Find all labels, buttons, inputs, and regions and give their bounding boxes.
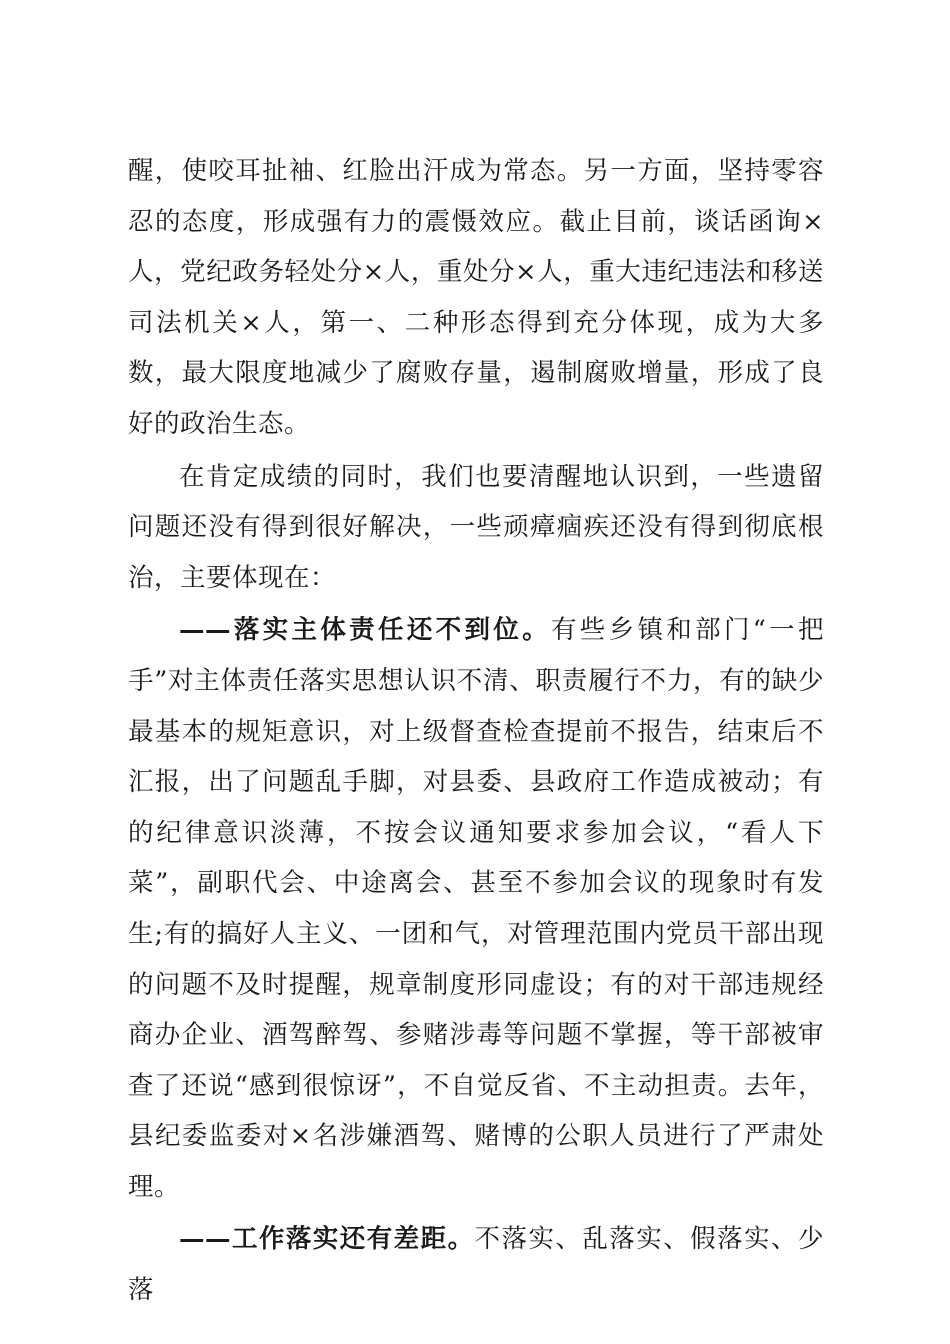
- paragraph-4-lead: ——工作落实还有差距。: [179, 1224, 475, 1255]
- paragraph-3: [128, 605, 824, 1212]
- paragraph-2: [128, 452, 824, 604]
- paragraph-1-text: 醒，使咬耳扯袖、红脸出汗成为常态。另一方面，坚持零容忍的态度，形成强有力的震慑效应。截止目前，谈话函询×人，党纪政务轻处分×人，重处分×人，重大违纪违法和移送司法机关×人，第一、二种形态得到充分体现，成为大多数，最大限度地减少了腐败存量，遏制腐败增量，形成了良好的政治生态。: [128, 156, 824, 439]
- paragraph-4: [128, 1214, 824, 1315]
- paragraph-3-text: 有些乡镇和部门“一把手”对主体责任落实思想认识不清、职责履行不力，有的缺少最基本的规矩意识，对上级督查检查提前不报告，结束后不汇报，出了问题乱手脚，对县委、县政府工作造成被动；有的纪律意识淡薄，不按会议通知要求参加会议，“看人下菜”，副职代会、中途离会、甚至不参加会议的现象时有发生;有的搞好人主义、一团和气，对管理范围内党员干部出现的问题不及时提醒，规章制度形同虚设；有的对干部违规经商办企业、酒驾醉驾、参赌涉毒等问题不掌握，等干部被审查了还说“感到很惊讶”，不自觉反省、不主动担责。去年，县纪委监委对×名涉嫌酒驾、赌博的公职人员进行了严肃处理。: [128, 615, 824, 1202]
- paragraph-2-text: 在肯定成绩的同时，我们也要清醒地认识到，一些遗留问题还没有得到很好解决，一些顽瘴痼疾还没有得到彻底根治，主要体现在：: [128, 461, 824, 593]
- paragraph-1: [128, 146, 824, 450]
- paragraph-3-lead: ——落实主体责任还不到位。: [179, 615, 551, 646]
- document-body: [128, 146, 824, 1316]
- paragraph-4-text: 不落实、乱落实、假落实、少落: [128, 1224, 824, 1306]
